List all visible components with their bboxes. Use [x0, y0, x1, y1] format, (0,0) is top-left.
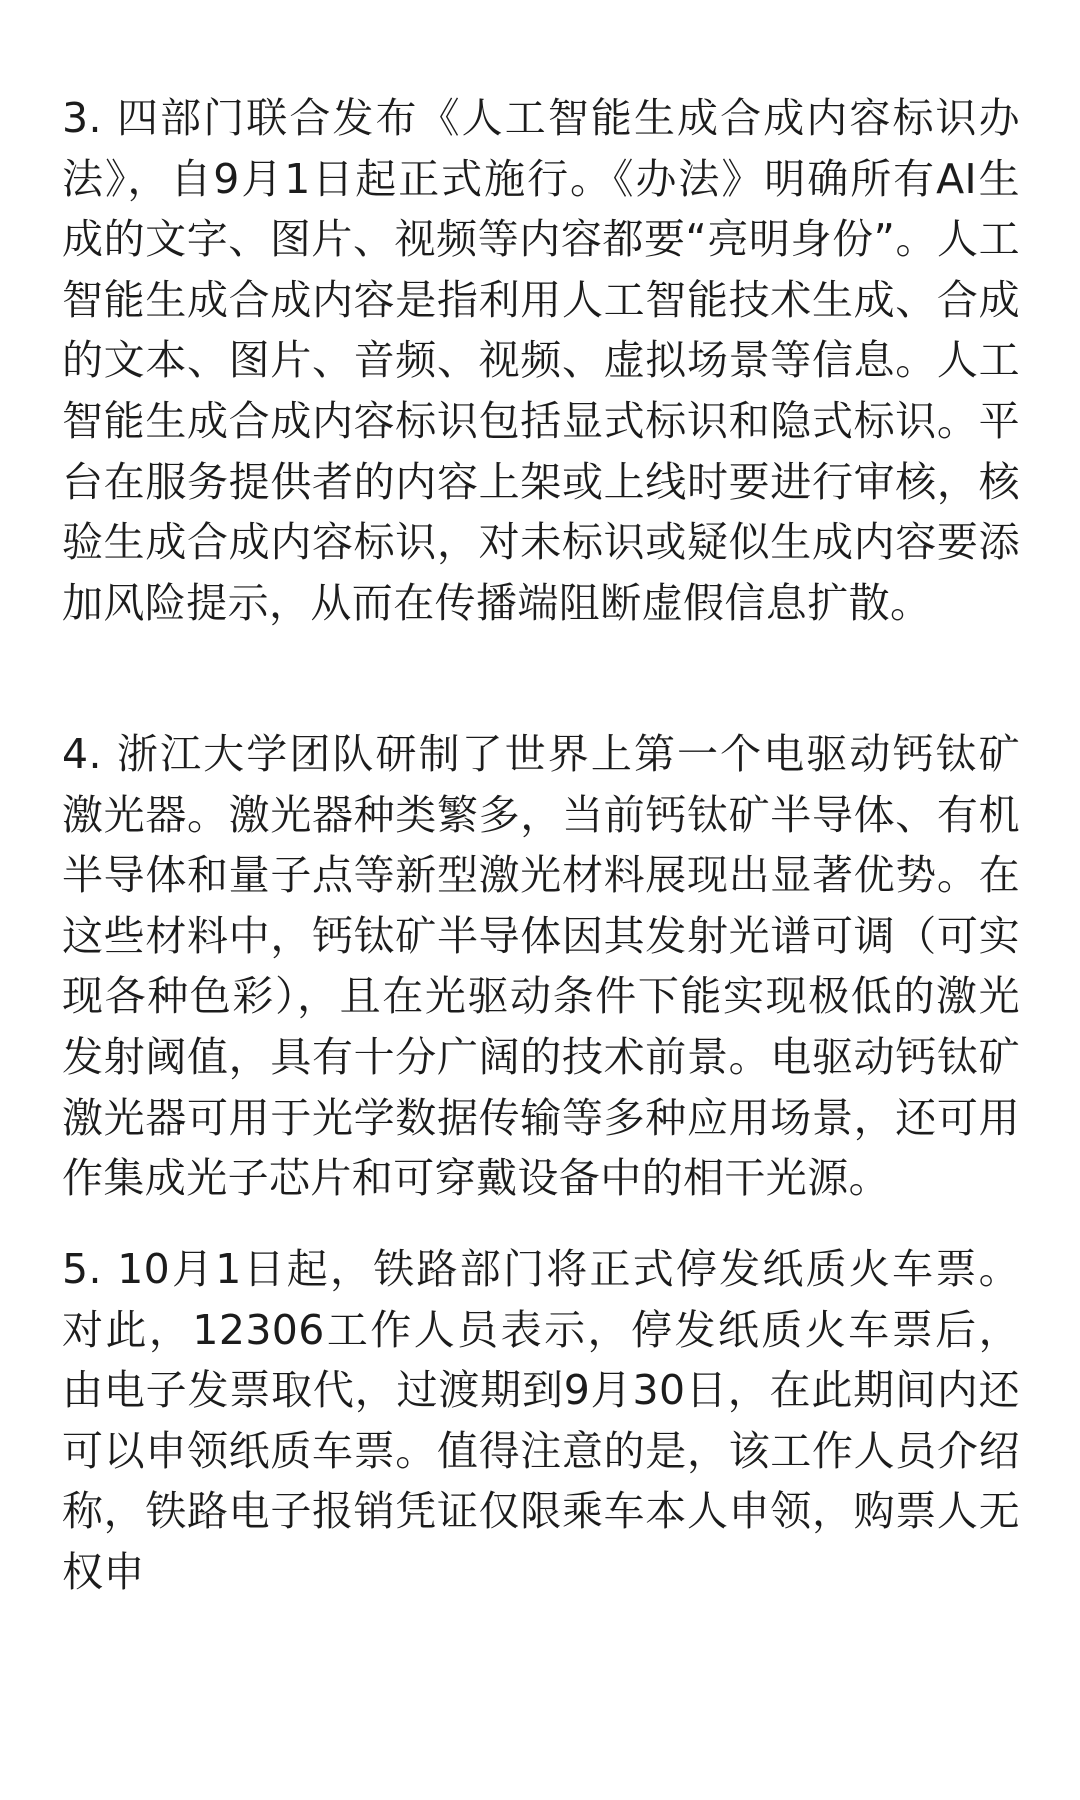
- paragraph-item-3: 3. 四部门联合发布《人工智能生成合成内容标识办法》，自9月1日起正式施行。《办法》明确所有AI生成的文字、图片、视频等内容都要“亮明身份”。人工智能生成合成内容是指利用人工智能技术生成、合成的文本、图片、音频、视频、虚拟场景等信息。人工智能生成合成内容标识包括显式标识和隐式标识。平台在服务提供者的内容上架或上线时要进行审核，核验生成合成内容标识，对未标识或疑似生成内容要添加风险提示，从而在传播端阻断虚假信息扩散。: [62, 94, 1020, 627]
- paragraph-item-5: 5. 10月1日起，铁路部门将正式停发纸质火车票。对此，12306工作人员表示，停发纸质火车票后，由电子发票取代，过渡期到9月30日，在此期间内还可以申领纸质车票。值得注意的是，该工作人员介绍称，铁路电子报销凭证仅限乘车本人申领，购票人无权申: [62, 1245, 1020, 1596]
- paragraph-item-4: 4. 浙江大学团队研制了世界上第一个电驱动钙钛矿激光器。激光器种类繁多，当前钙钛矿半导体、有机半导体和量子点等新型激光材料展现出显著优势。在这些材料中，钙钛矿半导体因其发射光谱可调（可实现各种色彩），且在光驱动条件下能实现极低的激光发射阈值，具有十分广阔的技术前景。电驱动钙钛矿激光器可用于光学数据传输等多种应用场景，还可用作集成光子芯片和可穿戴设备中的相干光源。: [62, 730, 1020, 1203]
